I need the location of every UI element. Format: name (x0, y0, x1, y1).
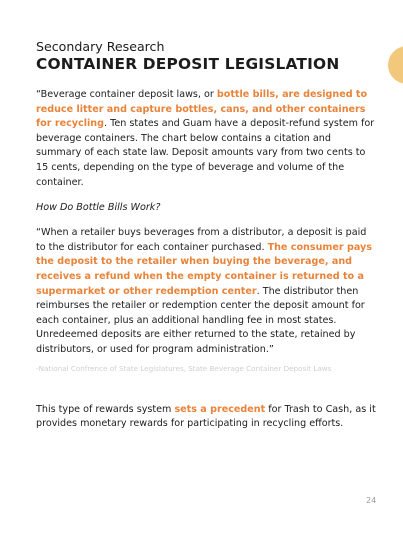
conclusion-highlight: sets a precedent (174, 403, 266, 415)
page-title: CONTAINER DEPOSIT LEGISLATION (36, 55, 340, 73)
quote-paragraph (36, 226, 376, 357)
decorative-circle (388, 46, 403, 84)
section-question: How Do Bottle Bills Work? (36, 202, 161, 214)
page-number: 24 (366, 496, 377, 505)
quote-highlight: The consumer pays the deposit to the retailer when buying the beverage, and receives a refund when the empty container is returned to a supermarket or other redemption center (36, 241, 373, 297)
intro-highlight: bottle bills, are designed to reduce litter and capture bottles, cans, and other containers for recycling (36, 89, 368, 130)
quote-text-2: . The distributor then reimburses the retailer or redemption center the deposit amount for each container, plus an additional handling fee in most states. Unredeemed deposits are either returned to the state, retained by distributors, or used for program administration.” (36, 285, 365, 355)
citation: -National Confrence of State Legislatures, State Beverage Container Deposit Laws (36, 363, 332, 373)
quote-text-1: “When a retailer buys beverages from a distributor, a deposit is paid to the distributor for each container purchased. (36, 227, 367, 253)
intro-text-2: . Ten states and Guam have a deposit-refund system for beverage containers. The chart below contains a citation and summary of each state law. Deposit amounts vary from two cents to 15 cents, depending on the type of beverage and volume of the container. (36, 118, 375, 188)
conclusion-text-2: for Trash to Cash, as it provides monetary rewards for participating in recycling efforts. (36, 403, 376, 430)
conclusion-paragraph (36, 403, 376, 432)
page-content (36, 39, 376, 443)
intro-text-1: “Beverage container deposit laws, or (36, 89, 217, 100)
intro-paragraph (36, 88, 376, 190)
conclusion-text-1: This type of rewards system (36, 403, 175, 415)
section-subtitle: Secondary Research (36, 39, 165, 54)
